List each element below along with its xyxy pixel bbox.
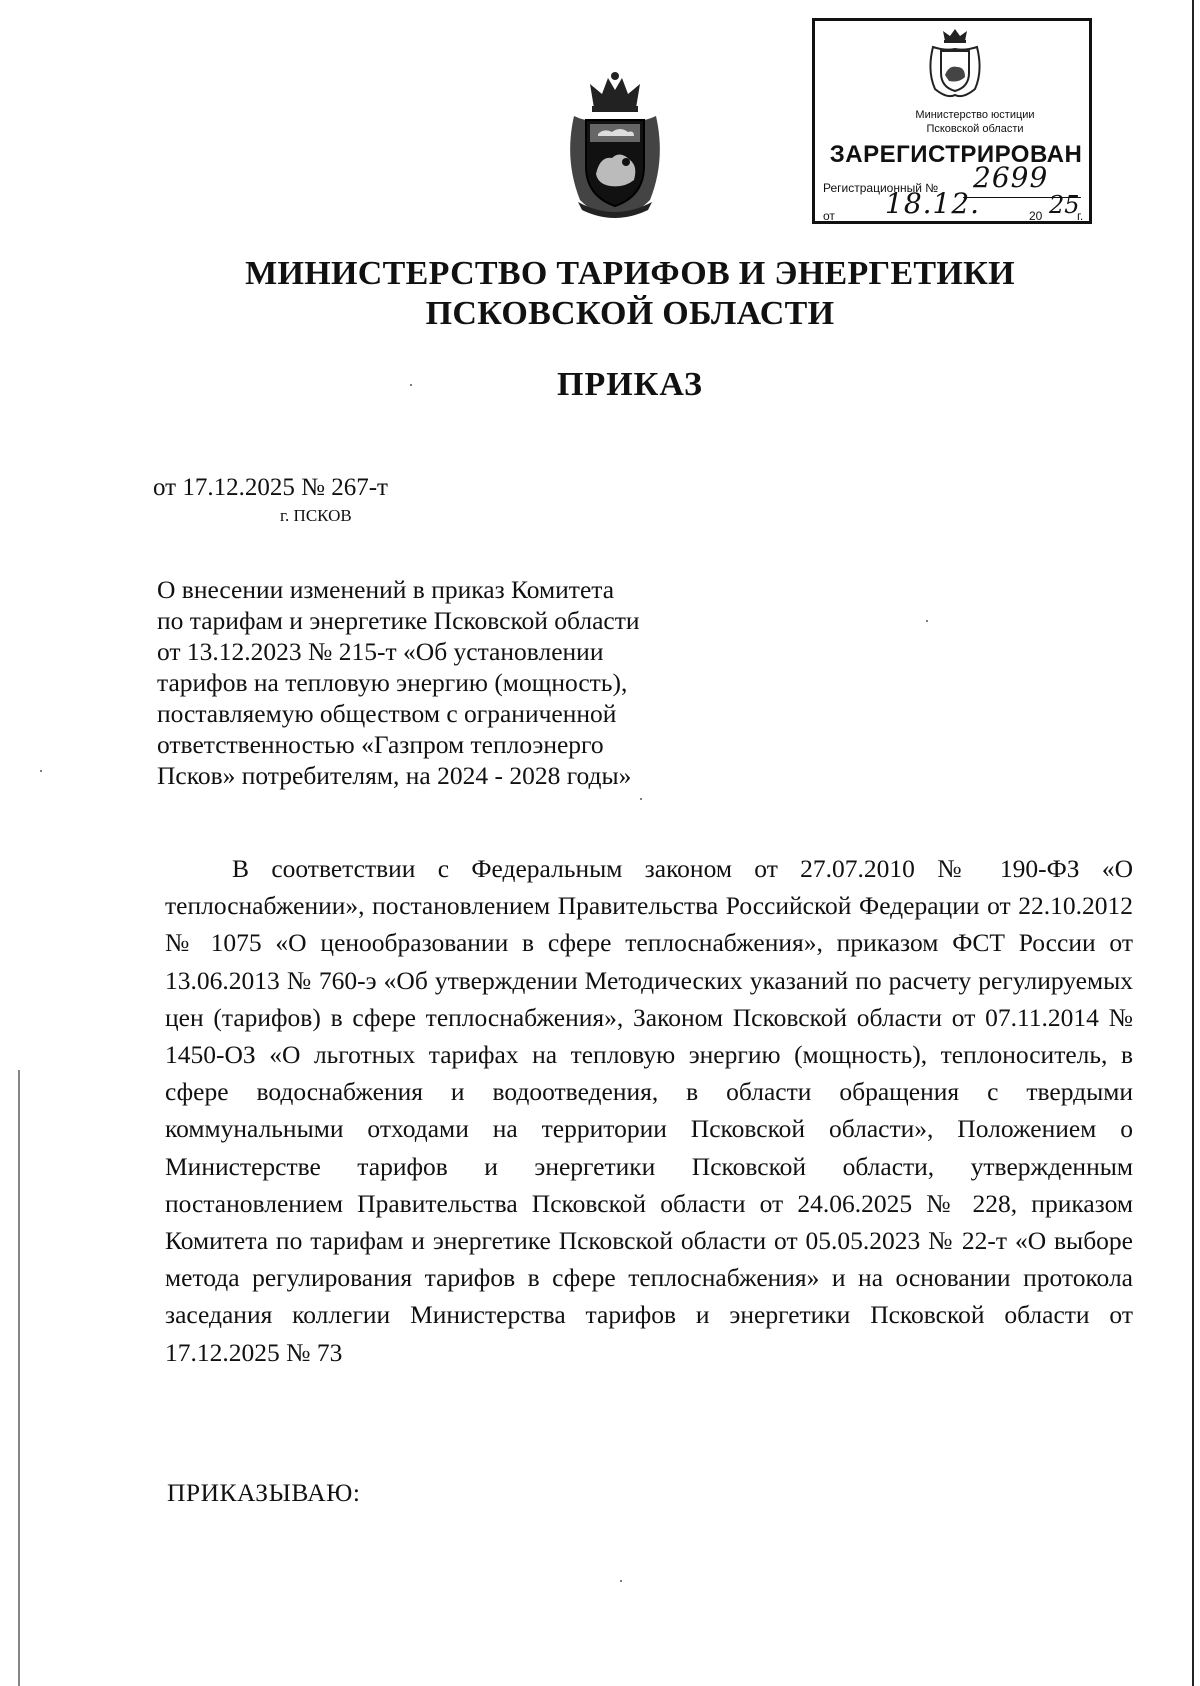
subject-line: тарифов на тепловую энергию (мощность),	[157, 668, 628, 697]
stamp-year-suffix: г.	[1077, 209, 1084, 223]
ministry-title-line1: МИНИСТЕРСТВО ТАРИФОВ И ЭНЕРГЕТИКИ	[245, 255, 1015, 292]
scan-speck	[640, 798, 642, 800]
scan-edge	[1192, 0, 1194, 1686]
stamp-date-underline	[845, 221, 1017, 222]
subject-line: ответственностью «Газпром теплоэнерго	[157, 730, 604, 759]
subject-line: Псков» потребителям, на 2024 - 2028 годы»	[157, 761, 632, 790]
order-preamble: В соответствии с Федеральным законом от 27.07.2010 № 190-ФЗ «О теплоснабжении», постановлением Правительства Российской Федерации от 22.10.2012 № 1075 «О ценообразовании в сфере теплоснабжения», приказом ФСТ России от 13.06.2013 № 760-э «Об утверждении Методических указаний по расчету регулируемых цен (тарифов) в сфере теплоснабжения», Законом Псковской области от 07.11.2014 № 1450-ОЗ «О льготных тарифах на тепловую энергию (мощность), теплоноситель, в сфере водоснабжения и водоотведения, в области обращения с твердыми коммунальными отходами на территории Псковской области», Положением о Министерстве тарифов и энергетики Псковской области, утвержденным постановлением Правительства Псковской области от 24.06.2025 № 228, приказом Комитета по тарифам и энергетике Псковской области от 05.05.2023 № 22-т «О выборе метода регулирования тарифов в сфере теплоснабжения» и на основании протокола заседания коллегии Министерства тарифов и энергетики Псковской области от 17.12.2025 № 73	[165, 854, 1133, 1367]
order-city: г. ПСКОВ	[280, 506, 352, 525]
scan-speck	[620, 1580, 622, 1582]
scan-speck	[926, 620, 928, 622]
subject-line: О внесении изменений в приказ Комитета	[157, 575, 615, 604]
subject-line: поставляемую обществом с ограниченной	[157, 699, 617, 728]
registration-stamp	[812, 18, 1092, 224]
scan-speck	[40, 770, 42, 772]
coat-of-arms-icon	[560, 70, 670, 220]
stamp-date-value: 18.12.	[885, 187, 981, 220]
stamp-ministry: Министерство юстиции	[915, 109, 1035, 121]
stamp-emblem-icon	[925, 27, 985, 99]
stamp-reg-label: Регистрационный №	[823, 181, 939, 195]
ministry-title	[150, 254, 1110, 334]
order-directive: ПРИКАЗЫВАЮ:	[167, 1478, 361, 1507]
order-subject	[157, 574, 711, 791]
order-date-number: от 17.12.2025 № 267-т	[153, 474, 388, 501]
stamp-reg-number: 2699	[973, 161, 1049, 194]
stamp-year-prefix: 20	[1029, 209, 1043, 223]
stamp-region: Псковской области	[926, 123, 1024, 135]
stamp-date-prefix: от	[823, 209, 835, 223]
scan-edge	[18, 1070, 20, 1686]
ministry-title-line2: ПСКОВСКОЙ ОБЛАСТИ	[425, 295, 835, 332]
subject-line: от 13.12.2023 № 215-т «Об установлении	[157, 637, 604, 666]
stamp-status: ЗАРЕГИСТРИРОВАН	[829, 141, 1083, 168]
document-type: ПРИКАЗ	[557, 366, 703, 403]
stamp-year-value: 25	[1049, 191, 1080, 219]
subject-line: по тарифам и энергетике Псковской области	[157, 606, 640, 635]
